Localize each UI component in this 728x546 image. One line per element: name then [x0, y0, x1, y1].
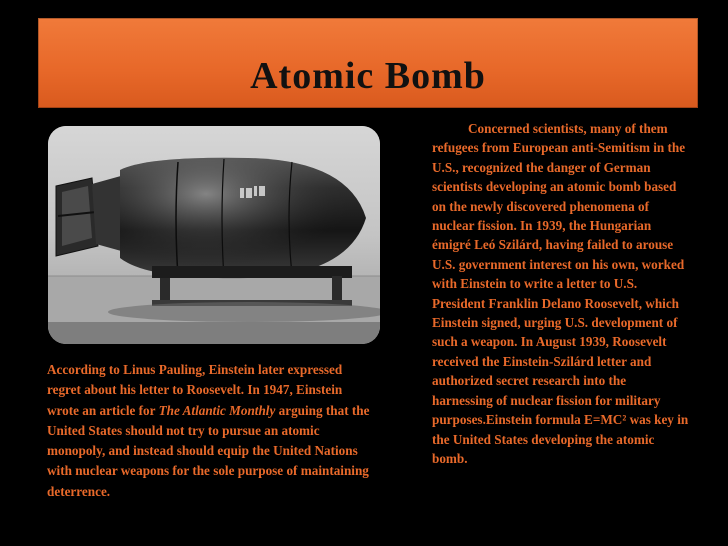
left-paragraph	[47, 360, 372, 502]
right-paragraph	[432, 119, 690, 468]
atomic-bomb-photo	[48, 126, 380, 344]
slide-title: Atomic Bomb	[250, 55, 486, 97]
title-bar	[38, 18, 698, 108]
left-paragraph-text-1: According to Linus Pauling, Einstein later expressed regret about his letter to Roosevelt. In 1947, Einstein wrote an article for	[47, 362, 343, 418]
atomic-bomb-image	[48, 126, 380, 344]
left-paragraph-italic: The Atlantic Monthly	[158, 402, 276, 418]
left-paragraph-text-2: arguing that the United States should not try to pursue an atomic monopoly, and instead should equip the United Nations with nuclear weapons for the sole purpose of maintaining deterrence.	[47, 402, 370, 499]
right-paragraph-text: Concerned scientists, many of them refugees from European anti-Semitism in the U.S., recognized the danger of German scientists developing an atomic bomb based on the newly discovered phenomena of nuclear fission. In 1939, the Hungarian émigré Leó Szilárd, having failed to arouse U.S. government interest on his own, worked with Einstein to write a letter to U.S. President Franklin Delano Roosevelt, which Einstein signed, urging U.S. development of such a weapon. In August 1939, Roosevelt received the Einstein-Szilárd letter and authorized secret research into the harnessing of nuclear fission for military purposes.Einstein formula E=MC² was key in the United States developing the atomic bomb.	[432, 121, 689, 466]
